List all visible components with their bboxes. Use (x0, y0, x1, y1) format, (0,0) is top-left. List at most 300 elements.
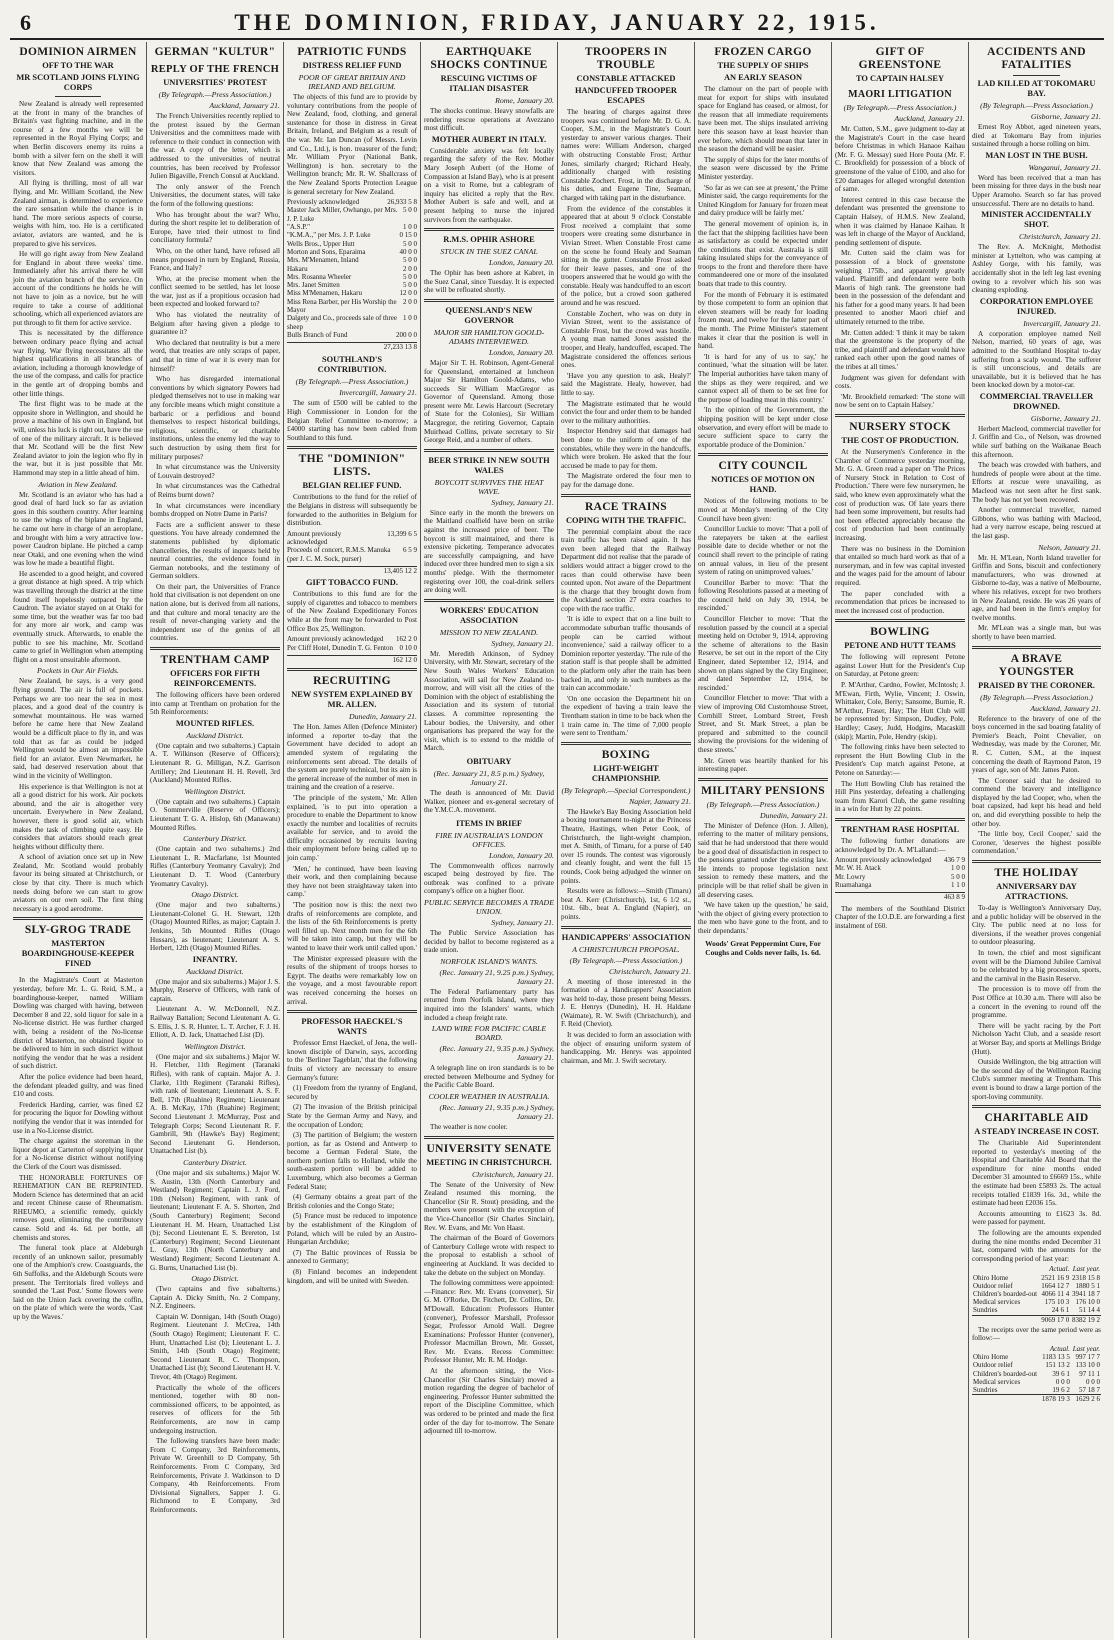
column-8 (969, 42, 1104, 1638)
paragraph: The following will represent Petone against Lower Hutt for the President's Cup on Saturday, at Petone green: (835, 653, 965, 679)
dateline: Napier, January 21. (629, 796, 691, 806)
paragraph: 'Men,' he continued, 'have been leaving their work, and then complaining because they have not been straightaway taken into camp.' (287, 864, 417, 899)
headline: TRENTHAM CAMP (160, 654, 270, 667)
donation-row (287, 331, 417, 339)
donation-amount: 0 15 0 (399, 231, 417, 240)
paragraph: The following further donations are acknowledged by Dr. A. M'Lalland:— (835, 836, 965, 854)
donation-row (287, 248, 417, 256)
headline: PATRIOTIC FUNDS (297, 46, 407, 58)
subheadline: DISTRESS RELIEF FUND (302, 61, 402, 70)
paragraph: The Rev. A. McKnight, Methodist minister at Lyttelton, who was camping at Ashley Gorge, with his family, was accidentally shot in the left leg last evening owing to a revolver which his son was cleaning exploding. (972, 243, 1101, 295)
newspaper-title: THE DOMINION, FRIDAY, JANUARY 22, 1915. (234, 10, 880, 35)
table-cell: 97 11 1 (1079, 1369, 1100, 1378)
table-cell: Ohiro Home (973, 1273, 1009, 1282)
paragraph: Practically the whole of the officers mentioned, together with 80 non-commissioned officers, to be appointed, as reserves of officers for the 5th Reinforcements, are now in camp undergoing instruction. (150, 1383, 280, 1435)
column-2 (147, 42, 284, 1638)
table-header-cell: Actual. (1049, 1345, 1070, 1354)
paragraph: The Minister of Defence (Hon. J. Allen), referring to the matter of military pensions, said that he had understood that there would be a good deal of dissatisfaction in respect to the pensions granted under the existing law. He intends to propose legislation next session to remedy these matters, and the principle will be that relief shall be given in all deserving cases. (698, 821, 828, 899)
subheadline: MAJOR SIR HAMILTON GOOLD-ADAMS INTERVIEWED. (433, 327, 545, 346)
paragraph: The Senate of the University of New Zealand resumed this morning, the Chancellor (Sir R. Stout) presiding, and the members were present with the exception of the Vice-Chancellor (Sir Charles Sinclair), Rev. W. Evans, and Mr. Von Haast. (424, 1180, 554, 1232)
table-cell: 57 18 7 (1079, 1386, 1100, 1395)
table-cell: Outdoor relief (973, 1361, 1013, 1370)
table-row (972, 1353, 1101, 1361)
table-cell: 2521 16 9 (1041, 1273, 1070, 1282)
paragraph: The Hon. James Allen (Defence Minister) informed a reporter to-day that the Government have decided to adopt an amended system of regulating the reinforcements sent abroad. The details of the system are purely technical, but its aim is the general increase of the number of men in training and the creation of a reserve. (287, 723, 417, 792)
paragraph: (1) Freedom from the tyranny of England, secured by (287, 1084, 417, 1101)
headline: TROOPERS IN TROUBLE (584, 46, 668, 71)
table-cell: 1183 13 5 (1042, 1353, 1070, 1362)
headline: RECRUITING (313, 675, 391, 688)
paragraph: The general movement of opinion is, in the fact that the shipping facilities have been as satisfactory as could be expected under the conditions that exist. Australia is still taking insulated ships for the conveyance of troops to the front and therefore there have commandeered one or more of the insulated boats that trade to this country. (698, 219, 828, 289)
paragraph: (One captain and two subalterns.) 2nd Lieutenant L. R. Macfarlane, 1st Mounted Rifles (Canterbury Yeomanry Cavalry); 2nd Lieutenant D. T. Wood (Canterbury Yeomanry Cavalry). (150, 845, 280, 888)
paragraph: The following rinks have been selected to represent the Hutt Bowling Club in the President's Cup match against Petone, at Petone on Saturday:— (835, 743, 965, 777)
donation-amount: 5 0 0 (403, 281, 417, 290)
paragraph: He ascended to a good height, and covered a great distance at high speed. A trip which was travelling through the district at the time found itself hopelessly outpaced by the Caudron. The aviator stayed on at Otaki for some time, but the weather was far too bad for any more air work, and camp was eventually struck. Afterwards, to enable the public to see his machine, Mr. Scotland came to grief in Wellington when attempting flight on a most unsuitable afternoon. (13, 569, 143, 664)
divider (55, 972, 102, 973)
paragraph: Frederick Harding, carrier, was fined £2 for procuring the liquor for Dowling without notifying the vendor that it was intended for use in a No-License district. (13, 1100, 143, 1135)
paragraph: 'Mr. Brookfield remarked: 'The stone will now be sent on to Captain Halsey.' (835, 392, 965, 410)
paragraph: A corporation employee named Neil Nelson, married, 60 years of age, was admitted to the Southland Hospital to-day suffering from a scalp wound. The sufferer is still unconscious, and details are unavailable, but it is believed that he has been knocked down by a motor-car. (972, 329, 1101, 390)
donation-row (287, 256, 417, 264)
headline: CITY COUNCIL (718, 460, 808, 473)
paragraph: Councillor Barber to move: 'That the following Resolutions passed at a meeting of the council held on July 30, 1914, be rescinded.' (698, 578, 828, 613)
section-subhead: Wellington District. (184, 1041, 246, 1051)
donation-amount: 12 0 0 (399, 289, 417, 298)
paragraph: Word has been received that a man has been missing for three days in the bush near Upper Aramoho. Search so far has proved unsuccessful. There are no details to hand. (972, 173, 1101, 208)
dateline: Christchurch, January 21. (471, 1169, 554, 1179)
table-row (972, 1370, 1101, 1378)
donation-row (835, 864, 965, 872)
article-patriotic-funds (287, 46, 417, 351)
donor-name: Dalgety and Co., proceeds sale of three sheep (287, 314, 398, 331)
donation-total: 162 12 0 (287, 655, 417, 664)
donation-total: 463 8 9 (835, 892, 965, 901)
headline: BOWLING (870, 626, 930, 639)
divider (698, 778, 828, 781)
paragraph: (One captain and two subalterns.) Captain A. T. Wilkinson (Reserve of Officers); Lieutenant R. G. Milligan, N.Z. Garrison Artillery; 2nd Lieutenant H. H. Revell, 3rd (Auckland) Mounted Rifles. (150, 741, 280, 785)
headline: RACE TRAINS (584, 500, 667, 513)
paragraph: (One major and two subalterns.) Lieutenant-Colonel G. H. Stewart, 12th (Otago) Mounted Rifles, as major; Captain J. Jenkins, 5th Mounted Rifles (Otago Hussars), as lieutenant; Lieutenant A. S. Herbert, 12th (Otago) Mounted Rifles. (150, 901, 280, 953)
paragraph: Another commercial traveller, named Gibbons, who was bathing with Macleod, had a very narrow escape, being rescued at the last gasp. (972, 506, 1101, 540)
byline: (By Telegraph.—Press Association.) (980, 101, 1093, 110)
byline: (By Telegraph.—Press Association.) (843, 103, 957, 112)
article-haeckel (287, 1017, 417, 1285)
table-cell: Children's boarded-out (973, 1369, 1038, 1378)
paragraph: (Two captains and five subalterns.) Captain A. Dicky Smith, No. 2 Company, N.Z. Engineers. (150, 1285, 280, 1311)
article-brave-youngster (972, 653, 1101, 857)
divider (1013, 75, 1059, 76)
paragraph: Considerable anxiety was felt locally regarding the safety of the Rev. Mother Mary Joseph Aubert (of the Home of Compassion at Island Bay), who is at present on a visit to Rome, but a cablegram of inquiry has elicited a reply that the Rev. Mother Aubert is safe and well, and at present helping to nurse the injured survivors from the earthquake. (424, 146, 554, 224)
section-subhead: Auckland District. (186, 966, 244, 976)
section-subhead: Otago District. (191, 890, 239, 900)
donation-row (287, 546, 417, 563)
paragraph: New Zealand is already well represented at the front in many of the branches of Britain's vast fighting machine, and in the course of a few months we will be represented in the Royal Flying Corps; and when Berlin discovers enemy its ruins a bomb with a silver fern on the shell it will know that New Zealand was among the visitors. (13, 100, 143, 177)
article-gift-of-greenstone (835, 46, 965, 410)
table-cell: 4066 11 4 (1041, 1290, 1070, 1299)
table-row (972, 1290, 1101, 1298)
table-row (972, 1378, 1101, 1386)
divider (150, 647, 280, 650)
paragraph: He will go right away from New Zealand for England in about three weeks' time. Immediately after his arrival there he will join the aviation branch of the service. On account of the conditions he holds he will not have to join as a novice, but he will require to take a course of additional schooling, which all experienced aviators are put through to fit them for active service. (13, 250, 143, 327)
article-city-council (698, 460, 828, 773)
table-cell: 151 13 2 (1045, 1361, 1070, 1370)
donation-row (287, 223, 417, 231)
article-the-holiday (972, 867, 1101, 1101)
paragraph: It was decided to form an association with the object of ensuring uniform system of handicapping. Mr. Henrys was appointed chairman, and Mr. J. Swift secretary. (561, 1031, 691, 1065)
paragraph: The death is announced of Mr. David Walker, pioneer and ex-general secretary of the Y.M.C.A. movement. (424, 788, 554, 815)
byline: (By Telegraph.—Press Association.) (158, 90, 272, 99)
article-dominion-lists (287, 453, 417, 664)
table-header-cell (972, 1265, 1040, 1273)
article-obituary (424, 757, 554, 815)
headline: DOMINION AIRMEN (19, 46, 137, 58)
subheadline: CONSTABLE ATTACKED (576, 74, 676, 83)
article-beer-strike (424, 456, 554, 595)
donor-name: Mrs. M'Menamen, Inland (287, 256, 359, 265)
headline: THE "DOMINION" LISTS. (298, 453, 406, 479)
byline: (By Telegraph.—Special Correspondent.) (561, 785, 691, 795)
paragraph: (5) France must be reduced to impotence by the establishment of the Kingdom of Poland, which will be ruled by an Austro-Hungarian Archduke; (287, 1212, 417, 1247)
article-queensland-governor (424, 306, 554, 445)
dateline: Auckland, January 21. (209, 101, 280, 110)
paragraph: Mr. H. M'Lean, North Island traveller for Griffin and Sons, biscuit and confectionery manufacturers, who was drowned at Gisborne to-day, was a native of Melbourne, where his relatives, except for two brothers in New Zealand, reside. He was 26 years of age, and had been in the firm's employ for twelve months. (972, 553, 1101, 622)
paragraph: Who declared that neutrality is but a mere word, that treaties are only scraps of paper, and that in time of war it is every man for himself? (150, 338, 280, 373)
donor-name: Wells Bros., Upper Hutt (287, 239, 355, 248)
subheadline: REPLY OF THE FRENCH (150, 64, 280, 75)
headline: WORKERS' EDUCATION ASSOCIATION (439, 605, 539, 625)
donation-amount: 40 0 0 (399, 247, 417, 256)
paragraph: In what circumstances were incendiary bombs dropped on Notre Dame in Paris? (150, 501, 280, 519)
byline: (By Telegraph.—Press Association.) (980, 692, 1093, 702)
dateline: (Rec. January 21, 9.35 p.m.) Sydney, January 21. (439, 1044, 554, 1063)
paragraph: The only answer of the French Universities, the document states, will take the form of the following questions: (150, 182, 280, 208)
paragraph: Contributions to the fund for the relief of the Belgians in distress will subsequently be forwarded to the authorities in Belgium for distribution. (287, 493, 417, 528)
paragraph: For the month of February it is estimated by those competent to form an opinion that eleven steamers will be ready for loading frozen meat, and twelve for the latter part of the month. The Prime Minister's statement makes it clear that the position is well in hand. (698, 290, 828, 351)
page-number: 6 (20, 10, 31, 35)
paragraph: The Ophir has been ashore at Kabret, in the Suez Canal, since Tuesday. It is expected she will be refloated shortly. (424, 269, 554, 295)
paragraph: Facts are a sufficient answer to these questions. You have already condemned the statements published by diplomatic chancelleries, the results of inquests held by neutral countries, the evidence found in German notebooks, and the testimony of German soldiers. (150, 520, 280, 581)
paragraph: The French Universities recently replied to the protest issued by the German Universities and the committees made with reference to their conduct in connection with the war. A copy of the letter, which is addressed to the universities of neutral countries, has been received by Professor Julien Bigaville, French Consul at Auckland. (150, 112, 280, 181)
dateline: London, January 20. (489, 850, 554, 860)
donation-row (835, 856, 965, 864)
paragraph: Councillor Luckie to move: 'That a poll of the ratepayers be taken at the earliest possible date to decide whether or not the council shall revert to the principle of rating on annual values, in lieu of the present system of rating on unimproved values.' (698, 525, 828, 577)
subheadline: MISSION TO NEW ZEALAND. (439, 627, 539, 637)
subheadline: UNIVERSITIES' PROTEST (163, 78, 267, 87)
paragraph: (One major and six subalterns.) Major J. S. Murphy, Reserve of Officers, with rank of captain. (150, 977, 280, 1003)
paragraph: Councillor Fletcher to move: 'That with a view of improving Old Customhouse Street, Cornhill Street, Lombard Street, Fresh Street, and St. Mark Street, a plan be prepared and submitted to the council showing the provisions for the widening of these streets.' (698, 694, 828, 754)
dateline: Nelson, January 21. (1038, 542, 1101, 552)
paragraph: Ernest Roy Abbot, aged nineteen years, died at Tokomaru Bay from injuries sustained through a horse rolling on him. (972, 123, 1101, 149)
column-4 (421, 42, 558, 1638)
paragraph: The paper concluded with a recommendation that prices be increased to meet the increased cost of production. (835, 589, 965, 615)
table-cell: 1629 2 6 (1075, 1395, 1100, 1404)
divider (287, 668, 417, 671)
donor-name: Per Cliff Hotel, Dunedin T. G. Fenton (287, 643, 393, 652)
paragraph: Mr. M'Lean was a single man, but was shortly to have been married. (972, 624, 1101, 641)
dateline: Dunedin, January 21. (760, 810, 828, 820)
paragraph: Lieutenant A. W. McDonnell, N.Z. Railway Battalion; Second Lieutenant A. G. S. Ellis, J. S. R. Hunter, L. T. Archer, F. J. H. Elliott, A. D. Jack, Unattached List (D). (150, 1005, 280, 1040)
divider (972, 860, 1101, 863)
paragraph: Reference to the bravery of one of the boys concerned in the sad boating fatality of Premier's Beach, Point Chevalier, on Wednesday, was made by the Coroner, Mr. R. C. Cutten, S.M., at the inquest concerning the death of Raymond Paton, 19 years of age, son of Mr. James Paton. (972, 714, 1101, 775)
article-dominion-airmen (13, 46, 143, 913)
table-cell: 0 0 0 (1086, 1377, 1100, 1386)
donor-name: Mr. Lowry (835, 872, 866, 881)
subheadline: AN EARLY SEASON (723, 73, 803, 82)
dateline: Gisborne, January 21. (1030, 413, 1101, 423)
divider (424, 449, 554, 452)
paragraph: Mr. Cutten said the claim was for possession of a block of greenstone weighing 175lb., and apparently greatly valued. Plaintiff and defendant were both Maoris of high rank. The greenstone had been in the possession of the defendant and his father for a good many years. It had been presented to another Maori chief and ultimately returned to the tribe. (835, 249, 965, 327)
subheadline: CORPORATION EMPLOYEE INJURED. (979, 296, 1094, 316)
divider (13, 917, 143, 920)
donor-name: Amount previously acknowledged (287, 635, 384, 644)
article-university-senate (424, 1143, 554, 1436)
article-bowling (835, 626, 965, 814)
subheadline: NOTICES OF MOTION ON HAND. (711, 475, 815, 495)
paragraph: Professor Ernst Haeckel, of Jena, the well-known disciple of Darwin, says, according to the 'Berliner Tageblatt,' that the following fruits of victory are necessary to ensure Germany's future: (287, 1039, 417, 1082)
article-trentham-hospital (835, 825, 965, 930)
dateline: Christchurch, January 21. (608, 966, 691, 976)
article-handicappers (561, 933, 691, 1066)
subheadline: LAD KILLED AT TOKOMARU BAY. (977, 79, 1096, 98)
paragraph: 'In the opinion of the Government, the shipping position will be kept under close observation, and every effort will be made to secure sufficient space to carry the exportable produce of the Dominion.' (698, 406, 828, 449)
headline: GIFT OF GREENSTONE (858, 46, 942, 71)
dateline: Rome, January 20. (495, 96, 554, 105)
donation-row (287, 644, 417, 652)
divider (561, 742, 691, 745)
paragraph: Judgment was given for defendant with costs. (835, 373, 965, 391)
headline: EARTHQUAKE SHOCKS CONTINUE (430, 46, 548, 71)
donation-amount: 6 5 9 (403, 546, 417, 555)
paragraph: The supply of ships for the later months of the season were discussed by the Prime Minister yesterday. (698, 155, 828, 181)
paragraph: (3) The partition of Belgium; the western portion, as far as Ostend and Antwerp to become a German Federal State, the northern portion falls to Holland, while the south-eastern portion will be added to Luxemburg, which also becomes a German Federal State; (287, 1131, 417, 1191)
article-southland-contribution (287, 355, 417, 442)
subheadline: HANDCUFFED TROOPER ESCAPES (575, 86, 677, 105)
table-cell: Medical services (973, 1298, 1021, 1307)
column-6 (695, 42, 832, 1638)
paragraph: The funeral took place at Aldeburgh recently of an unknown sailor, presumably one of the Amphion's crew. Coastguards, the 6th Suffolks, and the Aldeburgh Scouts were present. The Territorials fired volleys and sounded the 'Last Post.' Some flowers were laid on the Union Jack covering the coffin, on the plate of which were the words, 'Cast up by the Waves.' (13, 1244, 143, 1321)
donor-name: Master Jack Miller, Owhango, per Mrs. J. P. Luke (287, 206, 398, 223)
donation-row (287, 231, 417, 239)
dateline: Gisborne, January 21. (1030, 112, 1101, 121)
table-cell: 2318 15 8 (1072, 1273, 1100, 1282)
dateline: Dunedin, January 21. (349, 712, 417, 722)
paragraph: 'Have you any question to ask, Healy?' said the Magistrate. Healy, however, had little to say. (561, 371, 691, 397)
section-subhead: INFANTRY. (192, 954, 238, 964)
paragraph: P. M'Arthur, Cardno, Fowler, McIntosh; J. M'Ewan, Firth, Wylie, Vincent; J. Oswin, Whittaker, Cole, Berry; Sansome, Burnie, R. M'Arthur, Fraser, Hay; The Hutt Club will be represented by: Simpson, Dudley, Pole, Hardley; Casey, Judd, Hodgins, Macaskill (skip); Martin, Pole, Hendry (skip). (835, 681, 965, 741)
donation-amount: 2 0 0 (403, 297, 417, 306)
subheadline: MAORI LITIGATION (848, 89, 952, 100)
dateline: (Rec. January 21, 9.35 p.m.) Sydney, January 21. (439, 1103, 554, 1121)
subheadline: A STEADY INCREASE IN COST. (974, 1127, 1099, 1137)
article-ophir (424, 235, 554, 295)
headline: THE HOLIDAY (994, 867, 1079, 880)
subheadline: MAN LOST IN THE BUSH. (985, 150, 1088, 160)
paragraph: The following officers have been ordered into camp at Trentham on probation for the 5th Reinforcements: (150, 691, 280, 717)
paragraph: (8) Finland becomes an independent kingdom, and will be united with Sweden. (287, 1268, 417, 1285)
subheadline: GIFT TOBACCO FUND. (306, 578, 398, 588)
donor-name: Amount previously acknowledged (835, 856, 932, 865)
dateline: Auckland, January 21. (894, 114, 965, 123)
paragraph: The clamour on the part of people with meat for export for ships with insulated space for England has ceased, or almost, for the reason that all immediate requirements have been met. The ships insulated arriving here this season have at least heavier than ever before, which should mean that later in the season the demand will be easier. (698, 85, 828, 154)
paragraph: The receipts over the same period were as follow:— (972, 1325, 1101, 1343)
paragraph: A meeting of those interested in the formation of a Handicappers' Association was held to-day, those present being Messrs. J. E. Henrys (Dunedin), H. H. Haldane (Waimate), R. W. Swift (Christchurch), and F. Reid (Cheviot). (561, 977, 691, 1029)
paragraph: There was no business in the Dominion that entailed so much hard work as that of a nurseryman, and in few was capital invested and the wages paid for the amount of labour required. (835, 544, 965, 587)
table-cell: 3941 18 7 (1072, 1290, 1100, 1299)
paragraph: On their part, the Universities of France hold that civilisation is not dependent on one nation alone, but is derived from all nations, and that culture and moral tenacity are the result of never-changing variety and the independent use of the genius of all countries. (150, 582, 280, 643)
donor-name: Miss Rena Barber, per His Worship the Mayor (287, 297, 397, 314)
article-recruiting (287, 675, 417, 1006)
donation-amount: 162 2 0 (396, 635, 417, 644)
donation-amount: 0 10 0 (399, 643, 417, 652)
table-row (972, 1282, 1101, 1290)
donation-row (287, 314, 417, 331)
table-cell: Medical services (973, 1377, 1021, 1386)
headline: UNIVERSITY SENATE (426, 1142, 552, 1155)
headline: PROFESSOR HAECKEL'S WANTS (301, 1017, 403, 1037)
donation-amount: 5 0 0 (403, 256, 417, 265)
divider (424, 599, 554, 602)
subheadline: PRAISED BY THE CORONER. (978, 680, 1095, 690)
paragraph: Notices of the following motions to be moved at Monday's meeting of the City Council have been given: (698, 497, 828, 523)
headline: OBITUARY (466, 756, 512, 766)
paragraph: In what circumstances was the Cathedral of Reims burnt down? (150, 482, 280, 499)
advertisement: Woods' Great Peppermint Cure, For Coughs and Colds never fails, 1s. 6d. (705, 939, 821, 958)
headline: SOUTHLAND'S CONTRIBUTION. (317, 355, 387, 375)
table-cell: 19 6 2 (1052, 1386, 1070, 1395)
paragraph: Major Sir T. H. Robinson, Agent-General for Queensland, entertained at luncheon Major Sir Hamilton Goold-Adams, who succeeds Sir William MacGregor as Governor of Queensland. Among those present were Mr. Lewis Harcourt (Secretary of State for the Colonies), Sir William Macgregor, the retiring Governor, Captain Muirhead Collins, private secretary to Sir George Reid, and a number of others. (424, 358, 554, 445)
table-header-cell: Actual. (1049, 1265, 1070, 1274)
article-earthquake (424, 46, 554, 224)
donor-name: Hakaru (287, 264, 308, 273)
paragraph: 'The position now is this: the next two drafts of reinforcements are complete, and the lists of the 6th Reinforcements is pretty well filled up. Next month men for the 6th will be taken into camp, but they will be wanted to leave their work until called upon.' (287, 901, 417, 952)
subheadline: LIGHT-WEIGHT CHAMPIONSHIP. (591, 763, 661, 783)
donation-amount: 5 0 0 (403, 206, 417, 215)
paragraph: The Magistrate estimated that he would convict the four and order them to be handed over to the military authorities. (561, 399, 691, 425)
article-boxing (561, 749, 691, 922)
donation-amount: 26,933 5 8 (387, 198, 417, 207)
subheadline: THE COST OF PRODUCTION. (841, 436, 959, 445)
subheadline: FIRE IN AUSTRALIA'S LONDON OFFICES. (435, 830, 543, 849)
paragraph: The Hawke's Bay Boxing Association held a boxing tournament to-night at the Princess Theatre, Hastings, when Peter Cook, of Christchurch, the light-weight champion, met A. Smith, of Timaru, for a purse of £40 over 15 rounds. The contest was vigorously and cleanly fought, and went the full 15 rounds, Cook being adjudged the winner on points. (561, 807, 691, 885)
donation-row (287, 240, 417, 248)
headline: A BRAVE YOUNGSTER (998, 652, 1075, 678)
donation-row (835, 873, 965, 881)
table-total-row (972, 1315, 1101, 1324)
paragraph: The perennial complaint about the race train traffic has been raised again. It has even been alleged that the Railway Department did not realise that the parade of soldiers would attract a bigger crowd to the races than could otherwise have been counted upon. Not aware of the Department is the charge that they brought down from the Auckland section 27 extra coaches to cope with the race traffic. (561, 527, 691, 613)
donation-row (287, 530, 417, 547)
paragraph: The chairman of the Board of Governors of Canterbury College wrote with respect to the proposal to establish a school of engineering at Auckland. It was decided to take the debate on the subject on Monday. (424, 1234, 554, 1277)
table-cell: 24 6 1 (1051, 1306, 1070, 1315)
dateline: Invercargill, January 21. (1023, 318, 1101, 328)
subheadline: POOR OF GREAT BRITAIN AND IRELAND AND BELGIUM. (298, 73, 406, 91)
donation-list (287, 635, 417, 652)
table-header-cell (972, 1345, 1040, 1353)
table-cell: 0 0 0 (1055, 1377, 1070, 1386)
column-7 (832, 42, 969, 1638)
table-cell (972, 1395, 1040, 1404)
table-cell: 175 10 3 (1044, 1298, 1070, 1307)
paragraph: Outside Wellington, the big attraction will be the second day of the Wellington Racing Club's summer meeting at Trentham. This event is bound to draw a large portion of the sport-loving community. (972, 1058, 1101, 1101)
donation-row (287, 198, 417, 206)
paragraph: Since early in the month the brewers on the Maitland coalfield have been on strike against the increased price of beer. The boycott is still maintained, and there is extensive picketing. Temperance advocates are successfully campaigning, and have induced over three hundred men to sign a six months' pledge. With the thermometer registering over 100, the coal-drink sellers are doing well. (424, 508, 554, 595)
article-nursery-stock (835, 421, 965, 615)
donor-name: Bulls Branch of Fund (287, 330, 348, 339)
paragraph: Mr. Cutten, S.M., gave judgment to-day at the Magistrate's Court in the case heard before Christmas in which Hanaoe Kaihau (Mr. F. G. Messay) sued Hore Pouta (Mr. F. C. Brookfield) for possession of a block of greenstone of the value of £100, and also for £20 damages for alleged wrongful detention of same. (835, 125, 965, 194)
paragraph: Accounts amounting to £1623 3s. 8d. were passed for payment. (972, 1209, 1101, 1227)
divider (287, 446, 417, 449)
table-cell: Children's boarded-out (973, 1290, 1038, 1299)
subheadline: PUBLIC SERVICE BECOMES A TRADE UNION. (424, 898, 554, 917)
paragraph: To-day is Wellington's Anniversary Day, and a public holiday will be observed in the City. The public need at no loss for diversions, if the weather proves congenial to outdoor pleasuring. (972, 904, 1101, 947)
paragraph: In the Magistrate's Court at Masterton yesterday, before Mr. L. G. Reid, S.M., a boardinghouse-keeper, named William Dowling was charged with having, between December 8 and 22, sold liquor for sale in a No-license district. He was further charged with, being a resident of the No-license district of Masterton, no obtained liquor to be delivered to him in such district without notifying the vendor that he was a resident of such district. (13, 976, 143, 1071)
subheadline: COMMERCIAL TRAVELLER DROWNED. (979, 391, 1094, 411)
subheadline: THE SUPPLY OF SHIPS (717, 61, 809, 70)
section-subhead: Wellington District. (184, 786, 246, 796)
dateline: Wanganui, January 21. (1028, 162, 1101, 172)
table-header-row (972, 1265, 1101, 1273)
dateline: (Rec. January 21, 8.5 p.m.) Sydney, January 21. (433, 768, 545, 787)
subheadline: NORFOLK ISLAND'S WANTS. (440, 956, 538, 966)
paragraph: The procession is to move off from the Post Office at 10.30 a.m. There will also be a concert in the evening to round off the programme. (972, 985, 1101, 1020)
paragraph: Results were as follows:—Smith (Timaru) beat A. Kerr (Christchurch), 1st, 6 1/2 st., 10st. 6lb., beat A. England (Napier), on points. (561, 887, 691, 921)
paragraph: From the evidence of the constables it appeared that at about 9 o'clock Constable Frost received a complaint that some troopers were creating some disturbance in Vivian Street. When Constable Frost came on the scene he found Healy and Seaman sitting in the gutter. Constable Frost asked for their leave passes, and one of the troopers answered that he would go with the constable. Healy was handcuffed to an escort of the police, but a crowd soon gathered around and he was rescued. (561, 204, 691, 308)
section-subhead: MOTHER AUBERT IN ITALY. (431, 134, 547, 144)
subheadline: TO CAPTAIN HALSEY (855, 74, 945, 83)
dateline: Christchurch, January 21. (1018, 232, 1101, 242)
article-charitable-aid (972, 1112, 1101, 1403)
divider (972, 1105, 1101, 1108)
donation-row (287, 265, 417, 273)
donor-name: Proceeds of concert, R.M.S. Manuka (per J. C. M. Sock, purser) (287, 546, 391, 563)
paragraph: The Federal Parliamentary party has returned from Norfolk Island, where they inquired into the Islanders' wants, which included a cheap freight rate. (424, 987, 554, 1022)
subheadline: COPING WITH THE TRAFFIC. (565, 515, 687, 525)
paragraph: Who has brought about the war? Who, during the short respite let to deliberation of Europe, have tried their utmost to find conciliatory formula? (150, 210, 280, 245)
paragraph: The following transfers have been made: From C Company, 3rd Reinforcements, Private W. Greenhill to D Company, 5th Reinforcements. From C Company, 3rd Reinforcements, Private J. Watkinson to D Company, 4th Reinforcements. From Divisional Signallers, Sapper J. G. Richmond to E Company, 3rd Reinforcements. (150, 1437, 280, 1514)
paragraph: 'The principle of the system,' Mr. Allen explained, 'is to put into operation a procedure to enable the Department to know exactly the number and localities of recruits available for service, and to avoid the difficulty occasioned by recruits leaving their employment before being called up to join camp.' (287, 793, 417, 863)
table-total-row (972, 1395, 1101, 1404)
headline: BOXING (601, 748, 651, 761)
subheadline: ANNIVERSARY DAY ATTRACTIONS. (996, 882, 1077, 902)
paragraph: The hearing of charges against three troopers was continued before Mr. D. G. A. Cooper, S.M., in the Magistrate's Court yesterday to answer various charges. Their names were: William Anderson, charged with obstructing Constable Frost; Arthur Jones, similarly charged; Richard Healy, additionally charged with resisting Constable Zochert. Frost, in the discharge of his duties, and Eugene Tine, Seaman, charged with taking part in the disturbance. (561, 108, 691, 202)
paragraph: (2) The invasion of the British prinicipal State by the German Army and Navy, and the occupation of London; (287, 1103, 417, 1129)
subheadline: A CHRISTCHURCH PROPOSAL. (572, 944, 680, 954)
table-cell: 8382 19 2 (1072, 1315, 1100, 1324)
dateline: London, January 20. (489, 347, 554, 357)
paragraph: At the afternoon sitting, the Vice-Chancellor (Sir Charles Sinclair) moved a motion regarding the degree of bachelor of engineering. Professor Hunter submitted the report of the Discipline Committee, which was ordered to be printed and made the first order of the day for to-morrow. The Senate adjourned till to-morrow. (424, 1367, 554, 1436)
column-5 (558, 42, 695, 1638)
divider (835, 818, 965, 821)
table-cell: 133 10 0 (1075, 1361, 1100, 1370)
donation-amount: 2 0 0 (403, 264, 417, 273)
donation-amount: 436 7 9 (944, 856, 965, 865)
donor-name: Mr. W. H. Atack (835, 864, 881, 873)
dateline: Sydney, January 21. (491, 918, 554, 928)
table-cell: 1878 19 3 (1041, 1395, 1070, 1404)
paragraph: The Hutt Bowling Club has retained the Hill Pins yesterday, defeating a challenging team from Karori Club, the game resulting in a win for Hutt by 22 points. (835, 779, 965, 814)
donation-row (287, 635, 417, 643)
paragraph: After the police evidence had been heard, the defendant pleaded guilty, and was fined £10 and costs. (13, 1072, 143, 1099)
receipts-table (972, 1345, 1101, 1403)
section-subhead: MOUNTED RIFLES. (175, 718, 255, 728)
subheadline: BELGIAN RELIEF FUND. (302, 481, 402, 491)
article-military-pensions (698, 785, 828, 936)
table-header-cell: Last year. (1072, 1265, 1100, 1274)
paragraph: The following are the amounts expended during the nine months ended December 31 last, compared with the amounts for the corresponding period of last year: (972, 1229, 1101, 1263)
paragraph: 'We have taken up the question,' he said, 'with the object of giving every protection to the men who have gone to the front, and to their dependants.' (698, 901, 828, 935)
section-subhead: Canterbury District. (183, 834, 247, 844)
article-accidents (972, 46, 1101, 642)
byline: (By Telegraph.—Press Association.) (295, 377, 409, 387)
